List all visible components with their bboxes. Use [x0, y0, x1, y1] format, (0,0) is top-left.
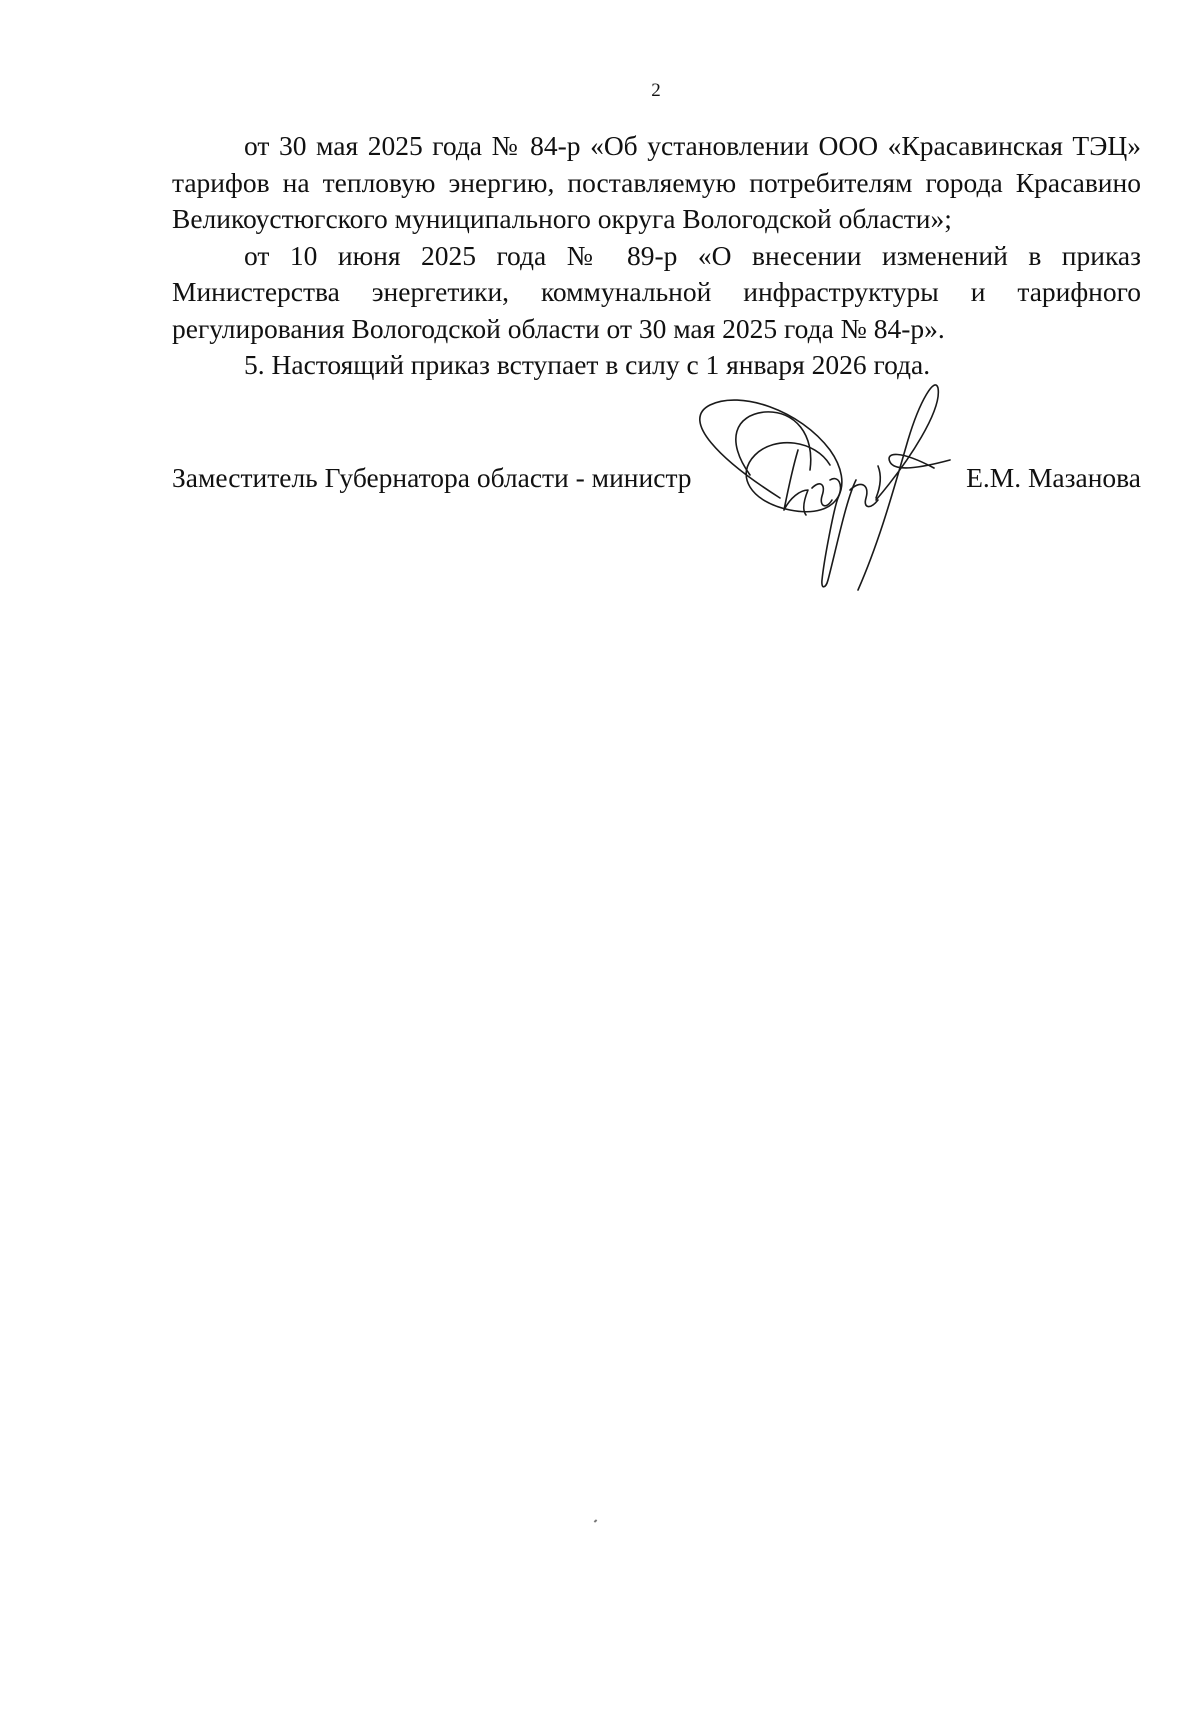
paragraph-order-89: от 10 июня 2025 года № 89-р «О внесении изменений в приказ Министерства энергетики, коммунальной инфраструктуры и тарифного регулирования Вологодской области от 30 мая 2025 года № 84-р». [172, 239, 1141, 344]
paragraph-order-84: от 30 мая 2025 года № 84-р «Об установлении ООО «Красавинская ТЭЦ» тарифов на тепловую энергию, поставляемую потребителям города Красавино Великоустюгского муниципального округа Вологодской области»; [172, 130, 1141, 234]
signatory-position: Заместитель Губернатора области - министр [172, 462, 692, 493]
scan-artifact [594, 1519, 598, 1522]
handwritten-signature [680, 380, 1000, 600]
paragraph-effective-date: 5. Настоящий приказ вступает в силу с 1 января 2026 года. [244, 349, 931, 380]
page-number: 2 [651, 80, 661, 101]
document-body [172, 128, 1141, 384]
signatory-name: Е.М. Мазанова [966, 462, 1141, 493]
